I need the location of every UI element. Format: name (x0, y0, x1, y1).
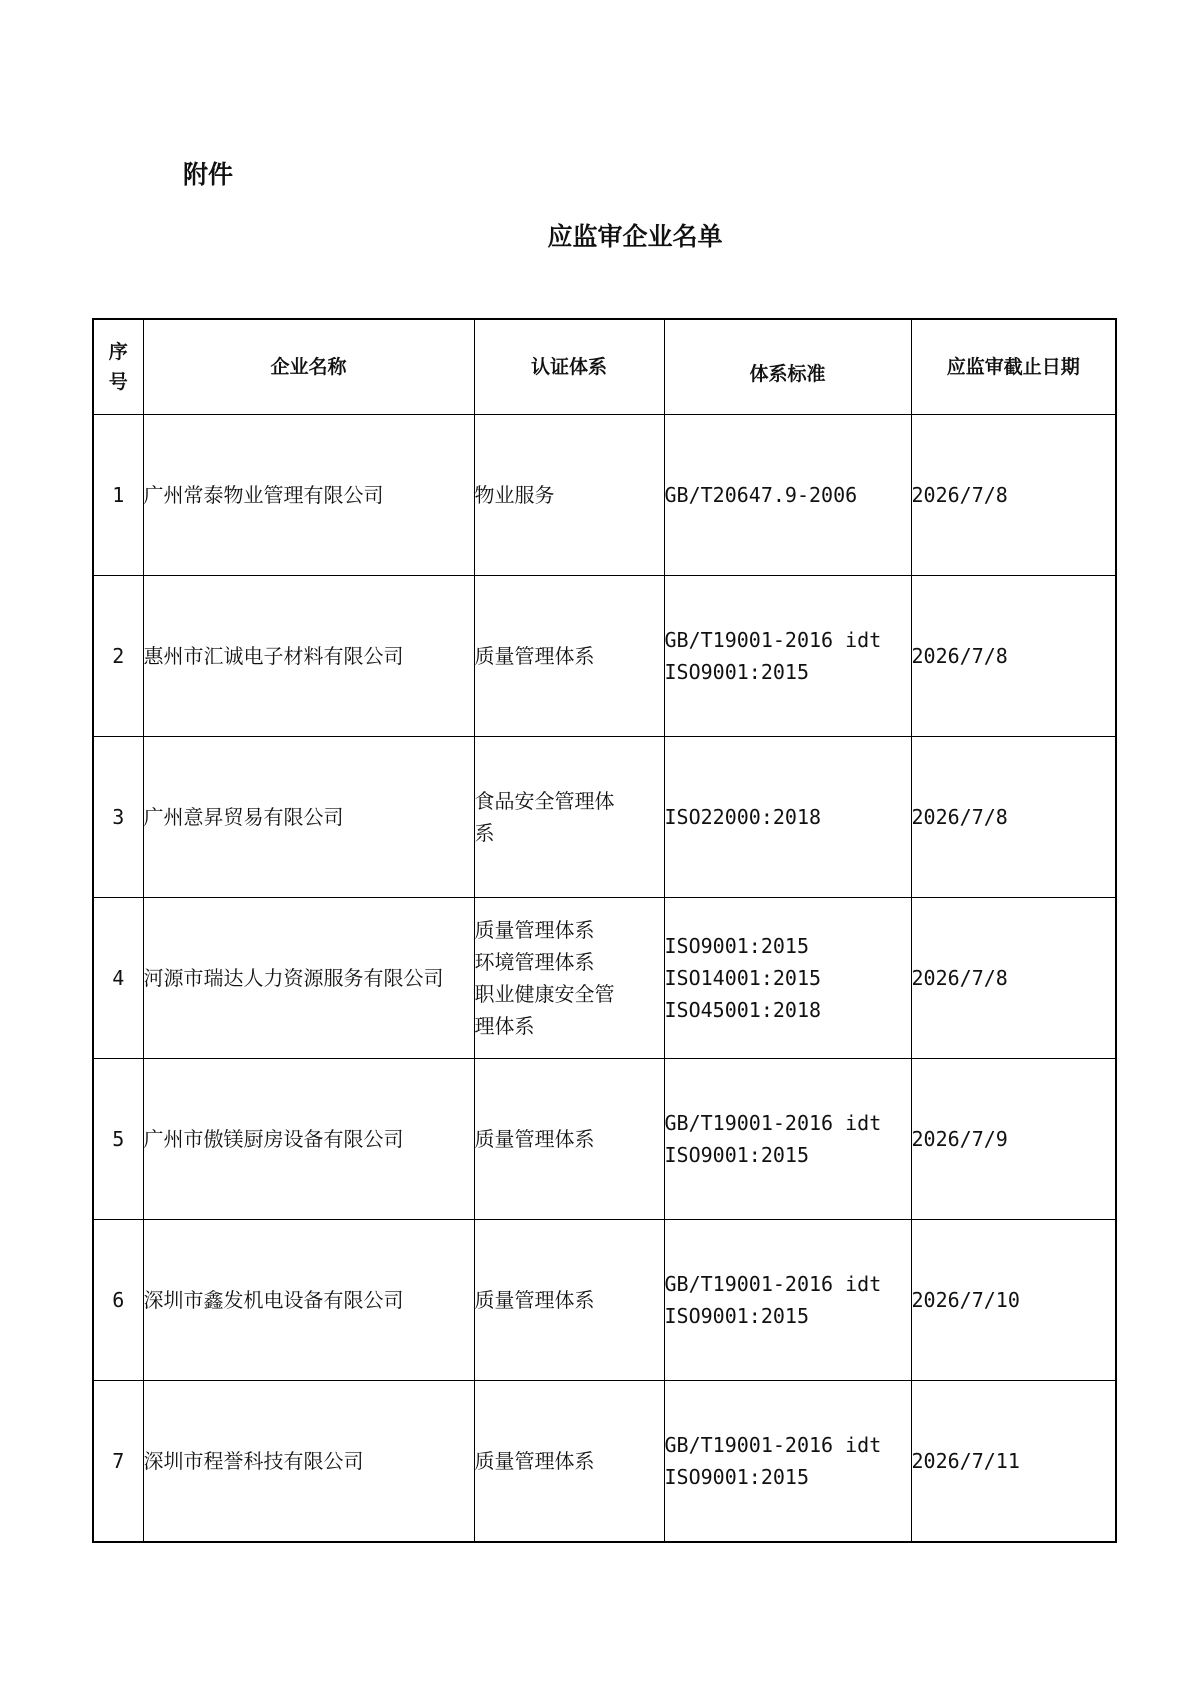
table-row (93, 415, 1116, 576)
standard-line: ISO9001:2015 (664, 1465, 809, 1489)
cert-system-line: 系 (474, 821, 495, 845)
header-company-name: 企业名称 (143, 319, 474, 415)
row-company-name: 河源市瑞达人力资源服务有限公司 (143, 898, 474, 1059)
row-company-name: 广州市傲镁厨房设备有限公司 (143, 1059, 474, 1220)
row-company-name: 惠州市汇诚电子材料有限公司 (143, 576, 474, 737)
row-serial-number: 7 (93, 1381, 143, 1543)
header-serial-top: 序 (108, 341, 128, 363)
row-standard (664, 737, 911, 898)
enterprise-audit-table (92, 318, 1117, 1543)
row-deadline: 2026/7/9 (911, 1059, 1116, 1220)
cert-system-line: 质量管理体系 (474, 1449, 595, 1473)
row-serial-number: 1 (93, 415, 143, 576)
table-row (93, 1381, 1116, 1543)
standard-line: ISO14001:2015 (664, 966, 822, 990)
cert-system-line: 质量管理体系 (474, 1288, 595, 1312)
standard-line: GB/T20647.9-2006 (664, 483, 858, 507)
row-cert-system (474, 1059, 664, 1220)
row-company-name: 深圳市鑫发机电设备有限公司 (143, 1220, 474, 1381)
standard-line: GB/T19001-2016 idt (664, 1111, 882, 1135)
row-company-name: 广州意昇贸易有限公司 (143, 737, 474, 898)
header-standard: 体系标准 (664, 319, 911, 415)
row-standard (664, 1059, 911, 1220)
cert-system-line: 职业健康安全管 (474, 982, 615, 1006)
header-cert-system: 认证体系 (474, 319, 664, 415)
row-cert-system (474, 737, 664, 898)
row-deadline: 2026/7/8 (911, 737, 1116, 898)
document-title: 应监审企业名单 (547, 222, 723, 251)
table-row (93, 576, 1116, 737)
table-header-row (93, 319, 1116, 415)
row-cert-system (474, 576, 664, 737)
row-standard (664, 1220, 911, 1381)
row-standard (664, 1381, 911, 1543)
row-serial-number: 4 (93, 898, 143, 1059)
cert-system-line: 质量管理体系 (474, 1127, 595, 1151)
row-deadline: 2026/7/10 (911, 1220, 1116, 1381)
header-serial-number (93, 319, 143, 415)
cert-system-line: 质量管理体系 (474, 918, 595, 942)
row-company-name: 深圳市程誉科技有限公司 (143, 1381, 474, 1543)
standard-line: GB/T19001-2016 idt (664, 1433, 882, 1457)
standard-line: GB/T19001-2016 idt (664, 628, 882, 652)
table-body (93, 415, 1116, 1543)
row-cert-system (474, 1220, 664, 1381)
row-serial-number: 2 (93, 576, 143, 737)
standard-line: ISO22000:2018 (664, 805, 822, 829)
row-standard (664, 415, 911, 576)
row-serial-number: 5 (93, 1059, 143, 1220)
cert-system-line: 环境管理体系 (474, 950, 595, 974)
row-deadline: 2026/7/8 (911, 415, 1116, 576)
row-company-name: 广州常泰物业管理有限公司 (143, 415, 474, 576)
row-cert-system (474, 898, 664, 1059)
standard-line: GB/T19001-2016 idt (664, 1272, 882, 1296)
cert-system-line: 物业服务 (474, 483, 555, 507)
row-deadline: 2026/7/11 (911, 1381, 1116, 1543)
row-standard (664, 898, 911, 1059)
row-serial-number: 6 (93, 1220, 143, 1381)
attachment-label: 附件 (183, 160, 234, 189)
row-standard (664, 576, 911, 737)
row-deadline: 2026/7/8 (911, 898, 1116, 1059)
table-row (93, 898, 1116, 1059)
cert-system-line: 质量管理体系 (474, 644, 595, 668)
table-row (93, 1059, 1116, 1220)
cert-system-line: 理体系 (474, 1014, 535, 1038)
standard-line: ISO9001:2015 (664, 1143, 809, 1167)
row-deadline: 2026/7/8 (911, 576, 1116, 737)
standard-line: ISO45001:2018 (664, 998, 822, 1022)
standard-line: ISO9001:2015 (664, 1304, 809, 1328)
cert-system-line: 食品安全管理体 (474, 789, 615, 813)
table-row (93, 1220, 1116, 1381)
standard-line: ISO9001:2015 (664, 660, 809, 684)
row-serial-number: 3 (93, 737, 143, 898)
header-serial-bottom: 号 (108, 371, 128, 393)
row-cert-system (474, 1381, 664, 1543)
table-row (93, 737, 1116, 898)
standard-line: ISO9001:2015 (664, 934, 809, 958)
row-cert-system (474, 415, 664, 576)
header-deadline: 应监审截止日期 (911, 319, 1116, 415)
